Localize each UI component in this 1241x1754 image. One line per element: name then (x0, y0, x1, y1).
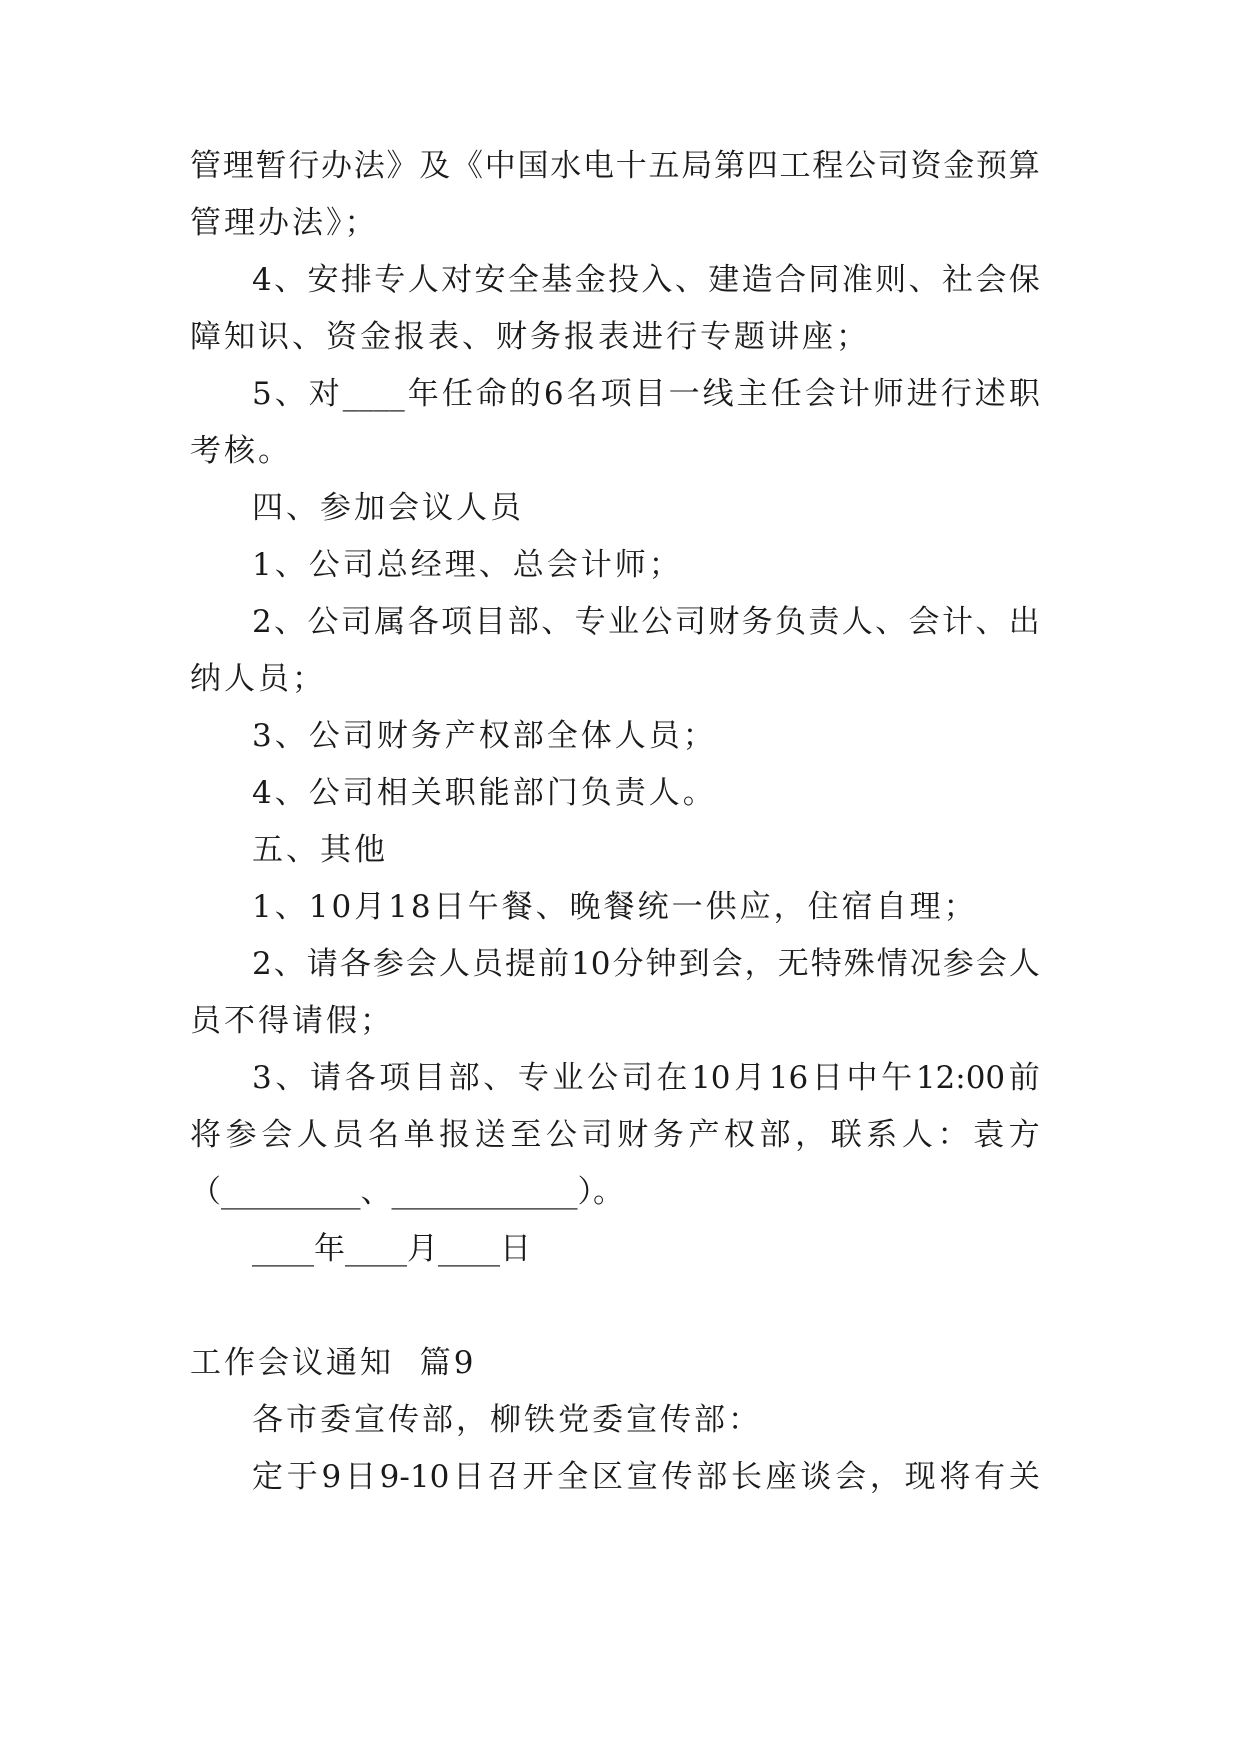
date-line: ____年____月____日 (252, 1231, 531, 1267)
paragraph-line: 2 、 请 各 参 会 人 员 提 前 10 分 钟 到 会 ， 无 特 殊 情 况 参 会 人 (252, 946, 1040, 982)
paragraph-line: 1、10月18日午餐、晚餐统一供应，住宿自理； (252, 889, 978, 925)
article-title: 工作会议通知 篇9 (190, 1345, 477, 1381)
paragraph-line: 定 于 9 日 9-10 日 召 开 全 区 宣 传 部 长 座 谈 会 ， 现 将 有 关 (252, 1459, 1040, 1495)
paragraph-line: 4 、 安 排 专 人 对 安 全 基 金 投 入 、 建 造 合 同 准 则 、 社 会 保 (252, 262, 1040, 298)
paragraph-line: 管 理 暂 行 办 法 》 及 《 中 国 水 电 十 五 局 第 四 工 程 公 司 资 金 预 算 (190, 148, 1040, 184)
section-heading: 五、其他 (252, 832, 388, 868)
paragraph-line: 3 、 请 各 项 目 部 、 专 业 公 司 在 10 月 16 日 中 午 12:00 前 (252, 1060, 1040, 1096)
paragraph-line: 纳人员； (190, 661, 326, 697)
paragraph-line: 1、公司总经理、总会计师； (252, 547, 683, 583)
paragraph-line: 2 、 公 司 属 各 项 目 部 、 专 业 公 司 财 务 负 责 人 、 会 计 、 出 (252, 604, 1040, 640)
paragraph-line: 员不得请假； (190, 1003, 394, 1039)
paragraph-line: 4、公司相关职能部门负责人。 (252, 775, 717, 811)
paragraph-line: 管理办法》； (190, 205, 379, 241)
paragraph-line: 5 、 对 ____ 年 任 命 的 6 名 项 目 一 线 主 任 会 计 师 进 行 述 职 (252, 376, 1040, 412)
paragraph-line: 3、公司财务产权部全体人员； (252, 718, 717, 754)
contact-blank-line: （_________、____________）。 (190, 1174, 624, 1210)
paragraph-line: 考核。 (190, 433, 292, 469)
paragraph-line: 将 参 会 人 员 名 单 报 送 至 公 司 财 务 产 权 部 ， 联 系 人 ： 袁 方 (190, 1117, 1040, 1153)
section-heading: 四、参加会议人员 (252, 490, 524, 526)
paragraph-line: 障知识、资金报表、财务报表进行专题讲座； (190, 319, 870, 355)
salutation-line: 各市委宣传部，柳铁党委宣传部： (252, 1402, 762, 1438)
